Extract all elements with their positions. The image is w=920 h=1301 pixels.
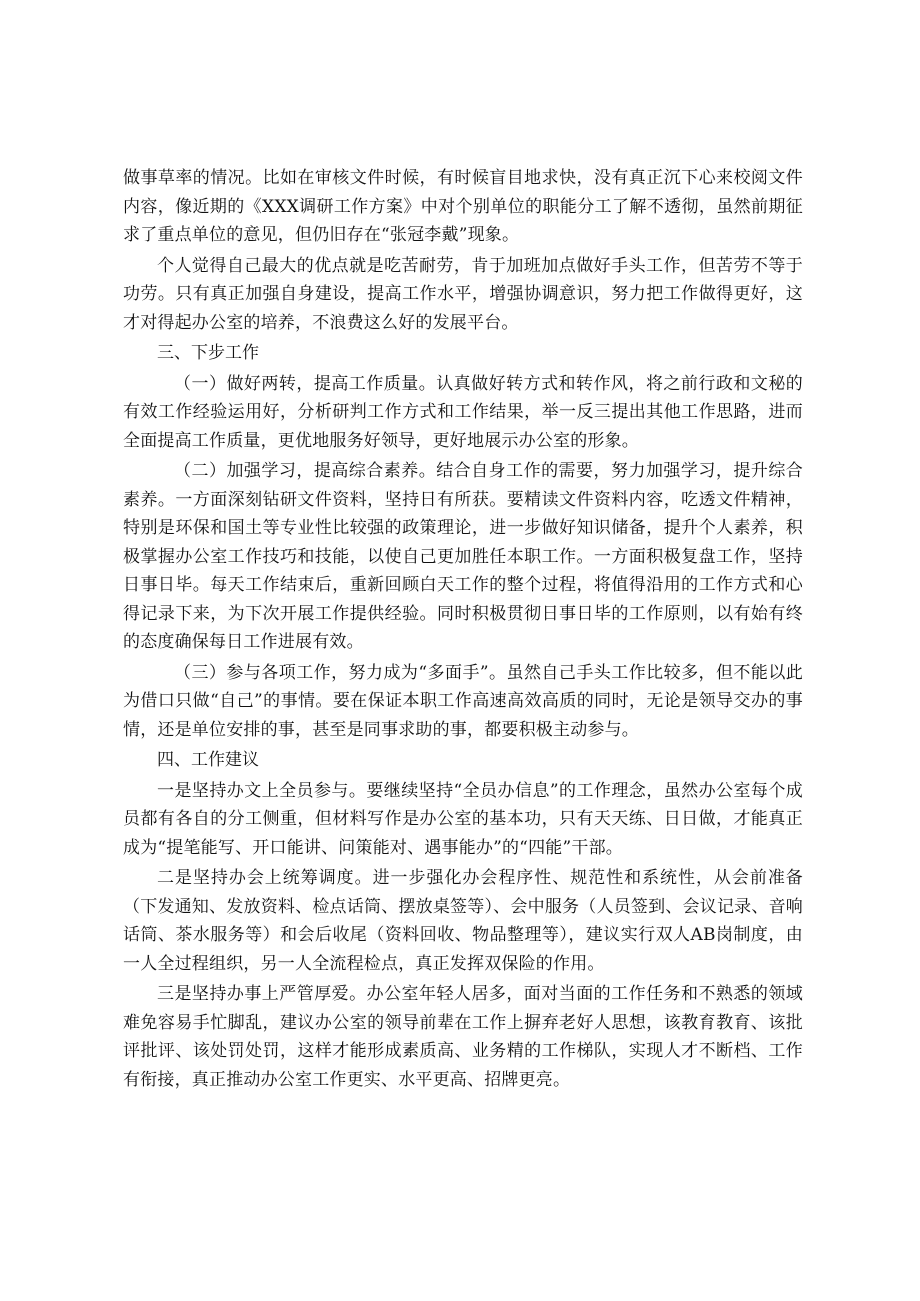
paragraph-suggestion-1: 一是坚持办文上全员参与。要继续坚持“全员办信息”的工作理念，虽然办公室每个成员都有各自的分工侧重，但材料写作是办公室的基本功，只有天天练、日日做，才能真正成为“提笔能写、开口能讲、问策能对、遇事能办”的“四能”干部。 xyxy=(123,780,803,858)
document-body xyxy=(123,164,803,1094)
section-heading-next-steps: 三、下步工作 xyxy=(157,343,259,363)
section-heading-suggestions: 四、工作建议 xyxy=(157,750,259,770)
paragraph-next-step-3: （三）参与各项工作，努力成为“多面手”。虽然自己手头工作比较多，但不能以此为借口只做“自己”的事情。要在保证本职工作高速高效高质的同时，无论是领导交办的事情，还是单位安排的事，甚至是同事求助的事，都要积极主动参与。 xyxy=(123,662,803,740)
paragraph-suggestion-2: 二是坚持办会上统筹调度。进一步强化办会程序性、规范性和系统性，从会前准备（下发通知、发放资料、检点话筒、摆放桌签等）、会中服务（人员签到、会议记录、音响话筒、茶水服务等）和会后收尾（资料回收、物品整理等），建议实行双人AB岗制度，由一人全过程组织，另一人全流程检点，真正发挥双保险的作用。 xyxy=(123,868,803,974)
paragraph-continuation: 做事草率的情况。比如在审核文件时候，有时候盲目地求快，没有真正沉下心来校阅文件内容，像近期的《XXX调研工作方案》中对个别单位的职能分工了解不透彻，虽然前期征求了重点单位的意见，但仍旧存在“张冠李戴”现象。 xyxy=(123,168,803,245)
paragraph-next-step-1: （一）做好两转，提高工作质量。认真做好转方式和转作风，将之前行政和文秘的有效工作经验运用好，分析研判工作方式和工作结果，举一反三提出其他工作思路，进而全面提高工作质量，更优地服务好领导，更好地展示办公室的形象。 xyxy=(123,373,803,451)
paragraph-self-assessment: 个人觉得自己最大的优点就是吃苦耐劳，肯于加班加点做好手头工作，但苦劳不等于功劳。只有真正加强自身建设，提高工作水平，增强协调意识，努力把工作做得更好，这才对得起办公室的培养，不浪费这么好的发展平台。 xyxy=(123,255,803,333)
paragraph-suggestion-3: 三是坚持办事上严管厚爱。办公室年轻人居多，面对当面的工作任务和不熟悉的领域难免容易手忙脚乱，建议办公室的领导前辈在工作上摒弃老好人思想，该教育教育、该批评批评、该处罚处罚，这样才能形成素质高、业务精的工作梯队，实现人才不断档、工作有衔接，真正推动办公室工作更实、水平更高、招牌更亮。 xyxy=(123,984,803,1090)
paragraph-next-step-2: （二）加强学习，提高综合素养。结合自身工作的需要，努力加强学习，提升综合素养。一方面深刻钻研文件资料，坚持日有所获。要精读文件资料内容，吃透文件精神，特别是环保和国土等专业性比较强的政策理论，进一步做好知识储备，提升个人素养，积极掌握办公室工作技巧和技能，以使自己更加胜任本职工作。一方面积极复盘工作，坚持日事日毕。每天工作结束后，重新回顾白天工作的整个过程，将值得沿用的工作方式和心得记录下来，为下次开展工作提供经验。同时积极贯彻日事日毕的工作原则，以有始有终的态度确保每日工作进展有效。 xyxy=(123,461,803,652)
